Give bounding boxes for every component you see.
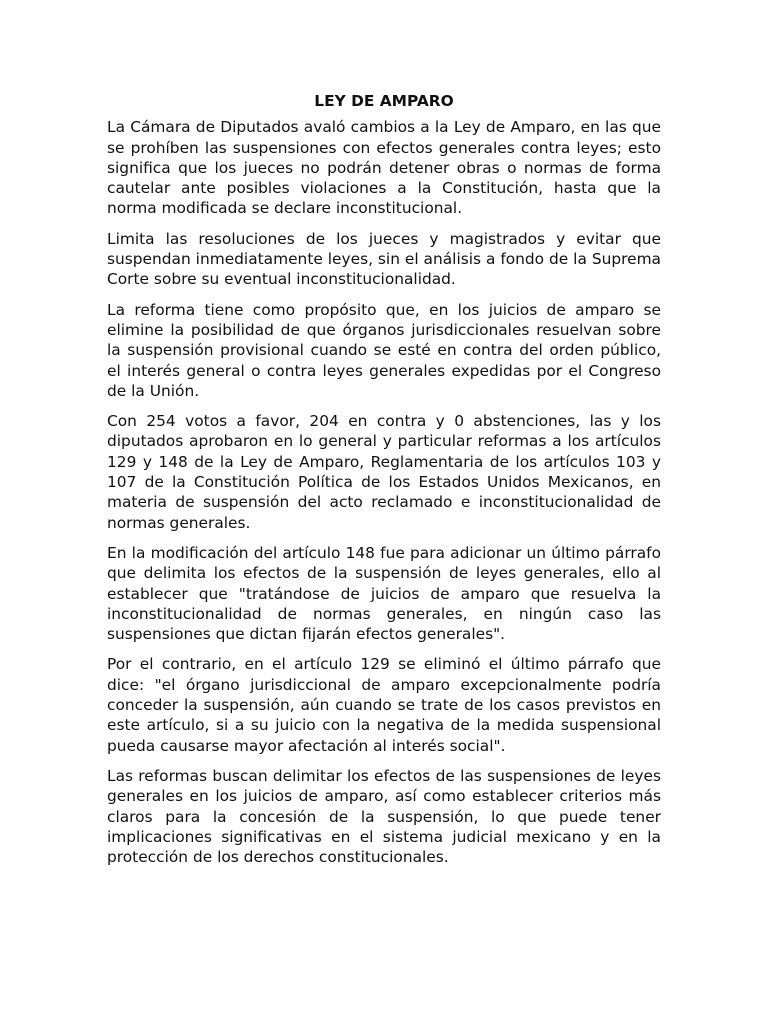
paragraph-1: La Cámara de Diputados avaló cambios a la Ley de Amparo, en las que se prohíben las suspensiones con efectos generales contra leyes; esto significa que los jueces no podrán detener obras o normas de forma cautelar ante posibles violaciones a la Constitución, hasta que la norma modificada se declare inconstitucional. — [107, 118, 661, 218]
paragraph-6: Por el contrario, en el artículo 129 se eliminó el último párrafo que dice: "el órgano jurisdiccional de amparo excepcionalmente podría conceder la suspensión, aún cuando se trate de los casos previstos en este artículo, si a su juicio con la negativa de la medida suspensional pueda causarse mayor afectación al interés social". — [107, 655, 661, 755]
document-title: LEY DE AMPARO — [314, 92, 454, 110]
paragraph-5: En la modificación del artículo 148 fue para adicionar un último párrafo que delimita los efectos de la suspensión de leyes generales, ello al establecer que "tratándose de juicios de amparo que resuelva la inconstitucionalidad de normas generales, en ningún caso las suspensiones que dictan fijarán efectos generales". — [107, 543, 661, 644]
paragraph-2: Limita las resoluciones de los jueces y magistrados y evitar que suspendan inmediatamente leyes, sin el análisis a fondo de la Suprema Corte sobre su eventual inconstitucionalidad. — [107, 229, 661, 289]
document-page — [107, 91, 661, 877]
paragraph-4: Con 254 votos a favor, 204 en contra y 0 abstenciones, las y los diputados aprobaron en lo general y particular reformas a los artículos 129 y 148 de la Ley de Amparo, Reglamentaria de los artículos 103 y 107 de la Constitución Política de los Estados Unidos Mexicanos, en materia de suspensión del acto reclamado e inconstitucionalidad de normas generales. — [107, 412, 661, 532]
paragraph-7: Las reformas buscan delimitar los efectos de las suspensiones de leyes generales en los juicios de amparo, así como establecer criterios más claros para la concesión de la suspensión, lo que puede tener implicaciones significativas en el sistema judicial mexicano y en la protección de los derechos constitucionales. — [107, 766, 661, 867]
paragraph-3: La reforma tiene como propósito que, en los juicios de amparo se elimine la posibilidad de que órganos jurisdiccionales resuelvan sobre la suspensión provisional cuando se esté en contra del orden público, el interés general o contra leyes generales expedidas por el Congreso de la Unión. — [107, 300, 661, 400]
